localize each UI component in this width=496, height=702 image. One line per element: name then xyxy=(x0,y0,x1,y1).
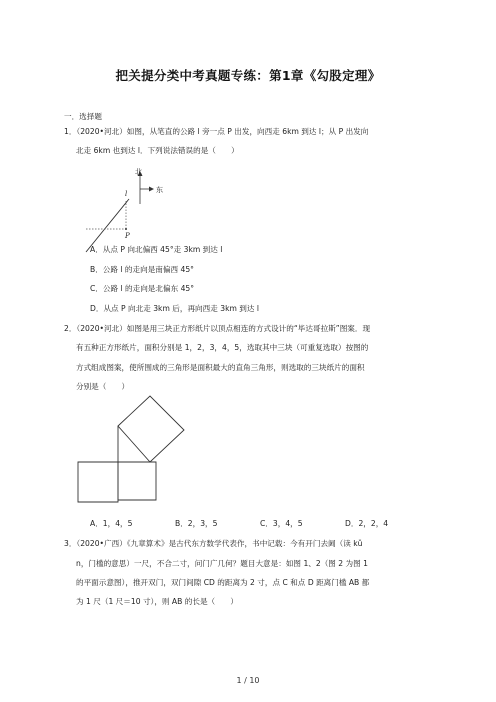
q1-stem-line2: 北走 6km 也到达 l．下列说法错误的是（ ） xyxy=(76,146,239,155)
q2-stem-line4: 分别是（ ） xyxy=(76,382,130,391)
q1-option-d[interactable]: D．从点 P 向北走 3km 后，再向西走 3km 到达 l xyxy=(90,304,259,313)
q1-option-b[interactable]: B．公路 l 的走向是南偏西 45° xyxy=(90,265,194,274)
q2-option-d[interactable]: D．2，2，4 xyxy=(345,519,389,528)
left-square xyxy=(78,462,118,502)
q1-stem-line1: 1．（2020•河北）如图，从笔直的公路 l 旁一点 P 出发，向西走 6km 到达 l；从 P 出发向 xyxy=(64,127,369,136)
q1-option-c[interactable]: C．公路 l 的走向是北偏东 45° xyxy=(90,284,195,293)
q2-options xyxy=(90,519,430,529)
q3-stem-line3: 的平面示意图），推开双门，双门间隙 CD 的距离为 2 寸，点 C 和点 D 距离门槛 AB 都 xyxy=(76,578,370,587)
q2-stem-line2: 有五种正方形纸片，面积分别是 1，2，3，4，5，选取其中三块（可重复选取）按图的 xyxy=(76,343,369,352)
q2-option-c[interactable]: C．3，4，5 xyxy=(260,519,303,528)
q2-option-a[interactable]: A．1，4，5 xyxy=(90,519,133,528)
bottom-square xyxy=(118,462,156,500)
label-east: 东 xyxy=(156,186,163,194)
q2-stem-line3: 方式组成图案，使所围成的三角形是面积最大的直角三角形，则选取的三块纸片的面积 xyxy=(76,363,365,372)
q2-option-b[interactable]: B．2，3，5 xyxy=(175,519,218,528)
label-north: 北 xyxy=(135,168,142,176)
page-number: 1 / 10 xyxy=(236,676,260,685)
label-p: P xyxy=(125,232,130,240)
q2-stem-line1: 2．（2020•河北）如图是用三块正方形纸片以顶点相连的方式设计的“毕达哥拉斯”图案．现 xyxy=(64,324,371,333)
page-title: 把关提分类中考真题专练：第1章《勾股定理》 xyxy=(115,68,381,83)
hypotenuse-square xyxy=(118,396,184,462)
q1-option-a[interactable]: A．从点 P 向北偏西 45°走 3km 到达 l xyxy=(90,245,223,254)
label-l: l xyxy=(125,190,128,198)
q3-stem-line4: 为 1 尺（1 尺＝10 寸），则 AB 的长是（ ） xyxy=(76,597,238,606)
q3-stem-line2: n，门槛的意思）一尺，不合二寸，问门广几何？题目大意是：如图 1、2（图 2 为图 1 xyxy=(76,559,368,568)
q3-stem-line1: 3．（2020•广西）《九章算术》是古代东方数学代表作，书中记载：今有开门去阃（读 kǔ xyxy=(64,539,363,548)
section-heading: 一．选择题 xyxy=(64,112,102,121)
